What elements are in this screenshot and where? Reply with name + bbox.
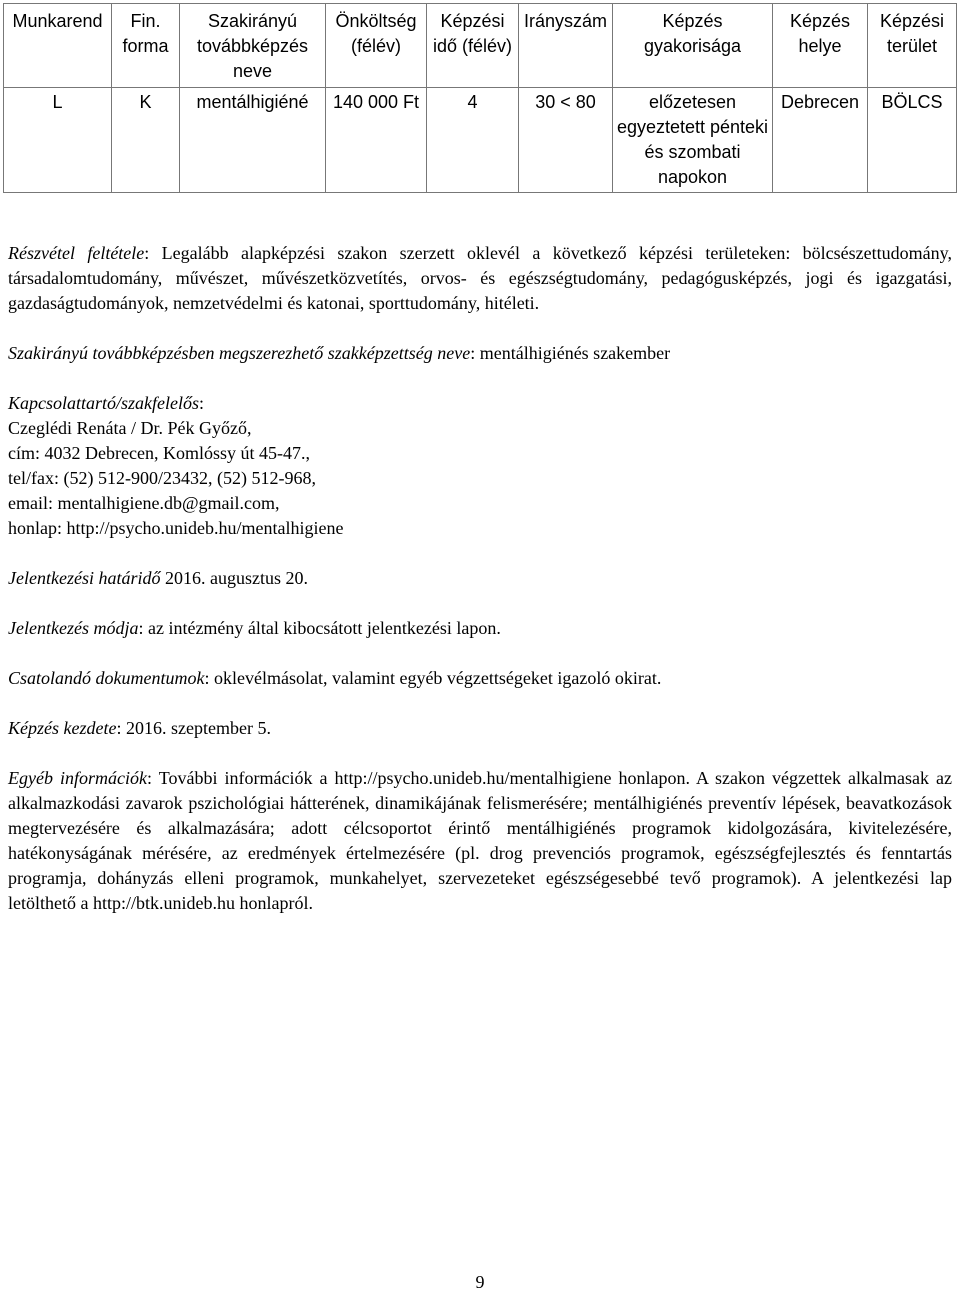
header-helye: Képzés helye <box>773 4 868 88</box>
kapcsolat-names: Czeglédi Renáta / Dr. Pék Győző, <box>8 418 252 438</box>
egyeb-value: További információk a http://psycho.unideb.hu/mentalhigiene honlapon. A szakon végzettek alkalmasak az alkalmazkodási zavarok pszichológiai hátterének, dinamikájának felismerésére; mentálhigiénés preventív lépések, beavatkozások megtervezésére és alkalmazására; adott célcsoportot érintő mentálhigiénés programok kidolgozására, kivitelezésére, hatékonyságának mérésére, az eredmények értelmezésére (pl. drog prevenciós programok, egészségfejlesztés és fenntartás programja, dohányzás elleni programok, munkahelyet, szervezeteket egészségesebbé tevő programok). A jelentkezési lap letölthető a http://btk.unideb.hu honlapról. <box>8 768 953 913</box>
cell-helye: Debrecen <box>773 88 868 193</box>
cell-onkoltseg: 140 000 Ft <box>326 88 427 193</box>
szakkepzettseg-label: Szakirányú továbbképzésben megszerezhető szakképzettség neve <box>8 343 471 363</box>
document-body <box>8 241 952 941</box>
reszvetel-text: Legalább alapképzési szakon szerzett oklevél a következő képzési területeken: bölcsészettudomány, társadalomtudomány, művészet, művészetközvetítés, orvos- és egészségtudomány, pedagógusképzés, jogi és igazgatási, gazdaságtudományok, nemzetvédelmi és katonai, sporttudomány, hitéleti. <box>8 243 952 313</box>
program-table <box>3 3 957 193</box>
kezdete-paragraph: Képzés kezdete: 2016. szeptember 5. <box>8 718 271 738</box>
cell-iranyszam: 30 < 80 <box>519 88 613 193</box>
kapcsolat-block: Kapcsolattartó/szakfelelős: Czeglédi Renáta / Dr. Pék Győző, cím: 4032 Debrecen, Komlóssy út 45-47., tel/fax: (52) 512-900/23432, (52) 512-968, email: mentalhigiene.db@gmail.com, honlap: http://psycho.unideb.hu/mentalhigiene <box>8 393 344 538</box>
dokumentumok-label: Csatolandó dokumentumok <box>8 668 205 688</box>
cell-munkarend: L <box>4 88 112 193</box>
szakkepzettseg-paragraph: Szakirányú továbbképzésben megszerezhető szakképzettség neve: mentálhigiénés szakember <box>8 343 671 363</box>
dokumentumok-value: oklevélmásolat, valamint egyéb végzettségeket igazoló okirat. <box>214 668 662 688</box>
reszvetel-paragraph: Részvétel feltétele: Legalább alapképzési szakon szerzett oklevél a következő képzési területeken: bölcsészettudomány, társadalomtudomány, művészet, művészetközvetítés, orvos- és egészségtudomány, pedagógusképzés, jogi és igazgatási, gazdaságtudományok, nemzetvédelmi és katonai, sporttudomány, hitéleti. <box>8 243 952 313</box>
hatarido-value: 2016. augusztus 20. <box>164 568 308 588</box>
modja-paragraph: Jelentkezés módja: az intézmény által kibocsátott jelentkezési lapon. <box>8 618 501 638</box>
kezdete-label: Képzés kezdete <box>8 718 117 738</box>
page-number: 9 <box>475 1272 485 1292</box>
header-munkarend: Munkarend <box>4 4 112 88</box>
header-szakiranyu: Szakirányú továbbképzés neve <box>180 4 326 88</box>
cell-kepzesi-ido: 4 <box>427 88 519 193</box>
header-kepzesi-ido: Képzési idő (félév) <box>427 4 519 88</box>
egyeb-label: Egyéb információk <box>8 768 147 788</box>
cell-fin-forma: K <box>112 88 180 193</box>
hatarido-label: Jelentkezési határidő <box>8 568 161 588</box>
cell-terulet: BÖLCS <box>868 88 957 193</box>
modja-value: az intézmény által kibocsátott jelentkezési lapon. <box>147 618 501 638</box>
kezdete-value: 2016. szeptember 5. <box>125 718 271 738</box>
kapcsolat-label: Kapcsolattartó/szakfelelős <box>8 393 199 413</box>
cell-gyakorisag: előzetesen egyeztetett pénteki és szombati napokon <box>613 88 773 193</box>
table-row <box>4 88 957 193</box>
kapcsolat-phone: tel/fax: (52) 512-900/23432, (52) 512-968, <box>8 468 316 488</box>
header-gyakorisag: Képzés gyakorisága <box>613 4 773 88</box>
dokumentumok-paragraph: Csatolandó dokumentumok: oklevélmásolat, valamint egyéb végzettségeket igazoló okirat. <box>8 668 662 688</box>
modja-label: Jelentkezés módja <box>8 618 139 638</box>
header-terulet: Képzési terület <box>868 4 957 88</box>
header-onkoltseg: Önköltség (félév) <box>326 4 427 88</box>
header-iranyszam: Irányszám <box>519 4 613 88</box>
table-header-row <box>4 4 957 88</box>
kapcsolat-email: email: mentalhigiene.db@gmail.com, <box>8 493 280 513</box>
hatarido-paragraph <box>8 566 952 591</box>
kapcsolat-address: cím: 4032 Debrecen, Komlóssy út 45-47., <box>8 443 310 463</box>
header-fin-forma: Fin. forma <box>112 4 180 88</box>
szakkepzettseg-value: mentálhigiénés szakember <box>479 343 671 363</box>
cell-szakiranyu: mentálhigiéné <box>180 88 326 193</box>
reszvetel-label: Részvétel feltétele <box>8 243 145 263</box>
kapcsolat-web: honlap: http://psycho.unideb.hu/mentalhigiene <box>8 518 344 538</box>
egyeb-paragraph: Egyéb információk: További információk a http://psycho.unideb.hu/mentalhigiene honlapon. A szakon végzettek alkalmasak az alkalmazkodási zavarok pszichológiai hátterének, dinamikájának felismerésére; mentálhigiénés preventív lépések, beavatkozások megtervezésére és alkalmazására; adott célcsoportot érintő mentálhigiénés programok kidolgozására, kivitelezésére, hatékonyságának mérésére, az eredmények értelmezésére (pl. drog prevenciós programok, egészségfejlesztés és fenntartás programja, dohányzás elleni programok, munkahelyet, szervezeteket egészségesebbé tevő programok). A jelentkezési lap letölthető a http://btk.unideb.hu honlapról. <box>8 768 953 913</box>
